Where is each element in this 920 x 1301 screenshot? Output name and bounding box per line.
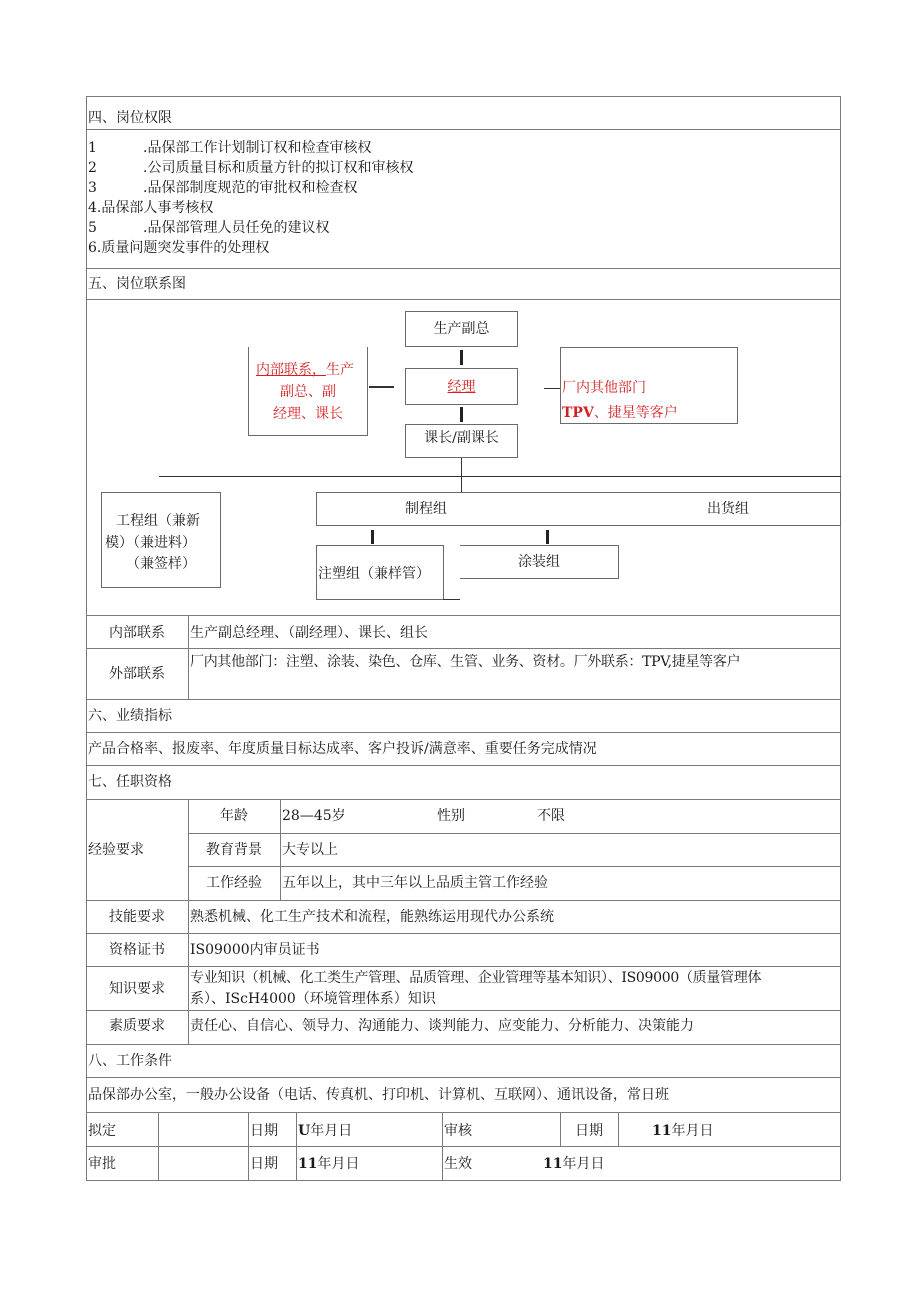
divider: [86, 615, 841, 616]
connector: [546, 530, 549, 544]
skills-value: 熟悉机械、化工生产技术和流程，能熟练运用现代办公系统: [190, 909, 554, 925]
org-node-shipping: 出货组: [707, 501, 749, 517]
divider: [188, 833, 841, 834]
divider: [86, 299, 841, 300]
list-item-number: 1: [88, 140, 97, 156]
effective-label: 生效: [444, 1156, 472, 1172]
review-label: 审核: [444, 1123, 472, 1139]
divider: [86, 966, 841, 967]
drafted-date-value: U年月日: [298, 1123, 353, 1139]
external-contacts-box: 厂内其他部门 TPV、捷星等客户: [560, 347, 738, 424]
working-conditions: 品保部办公室，一般办公设备（电话、传真机、打印机、计算机、互联网）、通讯设备，常日班: [88, 1087, 669, 1103]
knowledge-label: 知识要求: [109, 981, 165, 997]
date-label: 日期: [575, 1123, 603, 1139]
connector: [443, 599, 460, 600]
certificate-value: IS09000内审员证书: [190, 942, 320, 958]
external-contacts-value: 厂内其他部门：注塑、涂装、染色、仓库、生管、业务、资材。厂外联系：TPV,捷星等客户: [190, 654, 741, 670]
list-item: 4.品保部人事考核权: [88, 200, 214, 216]
list-item: .品保部管理人员任免的建议权: [143, 220, 330, 236]
connector: [460, 350, 463, 365]
approve-label: 审批: [88, 1156, 116, 1172]
date-label: 日期: [250, 1123, 278, 1139]
divider: [86, 268, 841, 269]
divider: [86, 1044, 841, 1045]
divider: [86, 765, 841, 766]
org-node-molding: 注塑组（兼样管）: [316, 545, 444, 600]
connector: [460, 407, 463, 422]
review-date-value: 11年月日: [652, 1123, 714, 1139]
org-node-painting: 涂装组: [460, 545, 619, 579]
effective-date-value: 11年月日: [543, 1156, 605, 1172]
approve-date-value: 11年月日: [298, 1156, 360, 1172]
experience-label: 经验要求: [88, 842, 144, 858]
external-contacts-label: 外部联系: [109, 666, 165, 682]
section7-title: 七、任职资格: [88, 774, 172, 790]
divider: [86, 129, 841, 130]
performance-indicators: 产品合格率、报废率、年度质量目标达成率、客户投诉/满意率、重要任务完成情况: [88, 741, 597, 757]
divider: [86, 900, 841, 901]
org-node-process: 制程组: [405, 501, 447, 517]
divider: [188, 799, 189, 1044]
knowledge-value-line1: 专业知识（机械、化工类生产管理、品质管理、企业管理等基本知识）、IS09000（质量管理体: [190, 970, 762, 986]
divider: [86, 699, 841, 700]
org-node-process-shipping-bar: [316, 492, 841, 526]
divider: [560, 1112, 561, 1146]
education-value: 大专以上: [282, 842, 338, 858]
certificate-label: 资格证书: [109, 942, 165, 958]
list-item-number: 5: [88, 220, 97, 236]
section4-title: 四、岗位权限: [88, 110, 172, 126]
gender-label: 性别: [437, 808, 465, 824]
knowledge-value-line2: 系）、IScH4000（环境管理体系）知识: [190, 991, 436, 1007]
education-label: 教育背景: [206, 842, 262, 858]
skills-label: 技能要求: [109, 909, 165, 925]
drafted-label: 拟定: [88, 1123, 116, 1139]
quality-value: 责任心、自信心、领导力、沟通能力、谈判能力、应变能力、分析能力、决策能力: [190, 1018, 694, 1034]
section8-title: 八、工作条件: [88, 1053, 172, 1069]
connector: [544, 388, 561, 389]
divider: [86, 1010, 841, 1011]
internal-contacts-value: 生产副总经理、（副经理）、课长、组长: [190, 625, 428, 641]
connector: [159, 476, 841, 477]
list-item: .品保部制度规范的审批权和检查权: [143, 180, 358, 196]
org-node-section-chief: 课长/副课长: [405, 424, 518, 458]
connector: [461, 458, 462, 492]
date-label: 日期: [250, 1156, 278, 1172]
divider: [86, 1146, 841, 1147]
internal-contacts-box: 内部联系，生产 副总、副 经理、课长: [248, 347, 368, 436]
age-label: 年龄: [220, 808, 248, 824]
divider: [86, 933, 841, 934]
org-node-engineering: 工程组（兼新 模）（兼进料） （兼签样）: [101, 492, 221, 588]
section6-title: 六、业绩指标: [88, 708, 172, 724]
section5-title: 五、岗位联系图: [88, 276, 186, 292]
connector: [369, 386, 394, 388]
org-node-vp-production: 生产副总: [405, 311, 518, 347]
divider: [86, 648, 841, 649]
divider: [188, 866, 841, 867]
divider: [188, 615, 189, 699]
gender-value: 不限: [537, 808, 565, 824]
divider: [86, 799, 841, 800]
list-item-number: 2: [88, 160, 97, 176]
connector: [371, 530, 374, 544]
work-experience-value: 五年以上，其中三年以上品质主管工作经验: [282, 875, 548, 891]
internal-contacts-label: 内部联系: [109, 625, 165, 641]
divider: [618, 1112, 619, 1146]
divider: [86, 732, 841, 733]
divider: [86, 1077, 841, 1078]
age-value: 28—45岁: [282, 808, 346, 824]
divider: [280, 799, 281, 900]
list-item: 6.质量问题突发事件的处理权: [88, 240, 270, 256]
work-experience-label: 工作经验: [206, 875, 262, 891]
list-item: .品保部工作计划制订权和检查审核权: [143, 140, 372, 156]
divider: [86, 1112, 841, 1113]
internal-contacts-text: 内部联系，生产: [256, 362, 354, 378]
list-item-number: 3: [88, 180, 97, 196]
org-node-manager: 经理: [405, 368, 518, 405]
quality-label: 素质要求: [109, 1018, 165, 1034]
list-item: .公司质量目标和质量方针的拟订权和审核权: [143, 160, 414, 176]
